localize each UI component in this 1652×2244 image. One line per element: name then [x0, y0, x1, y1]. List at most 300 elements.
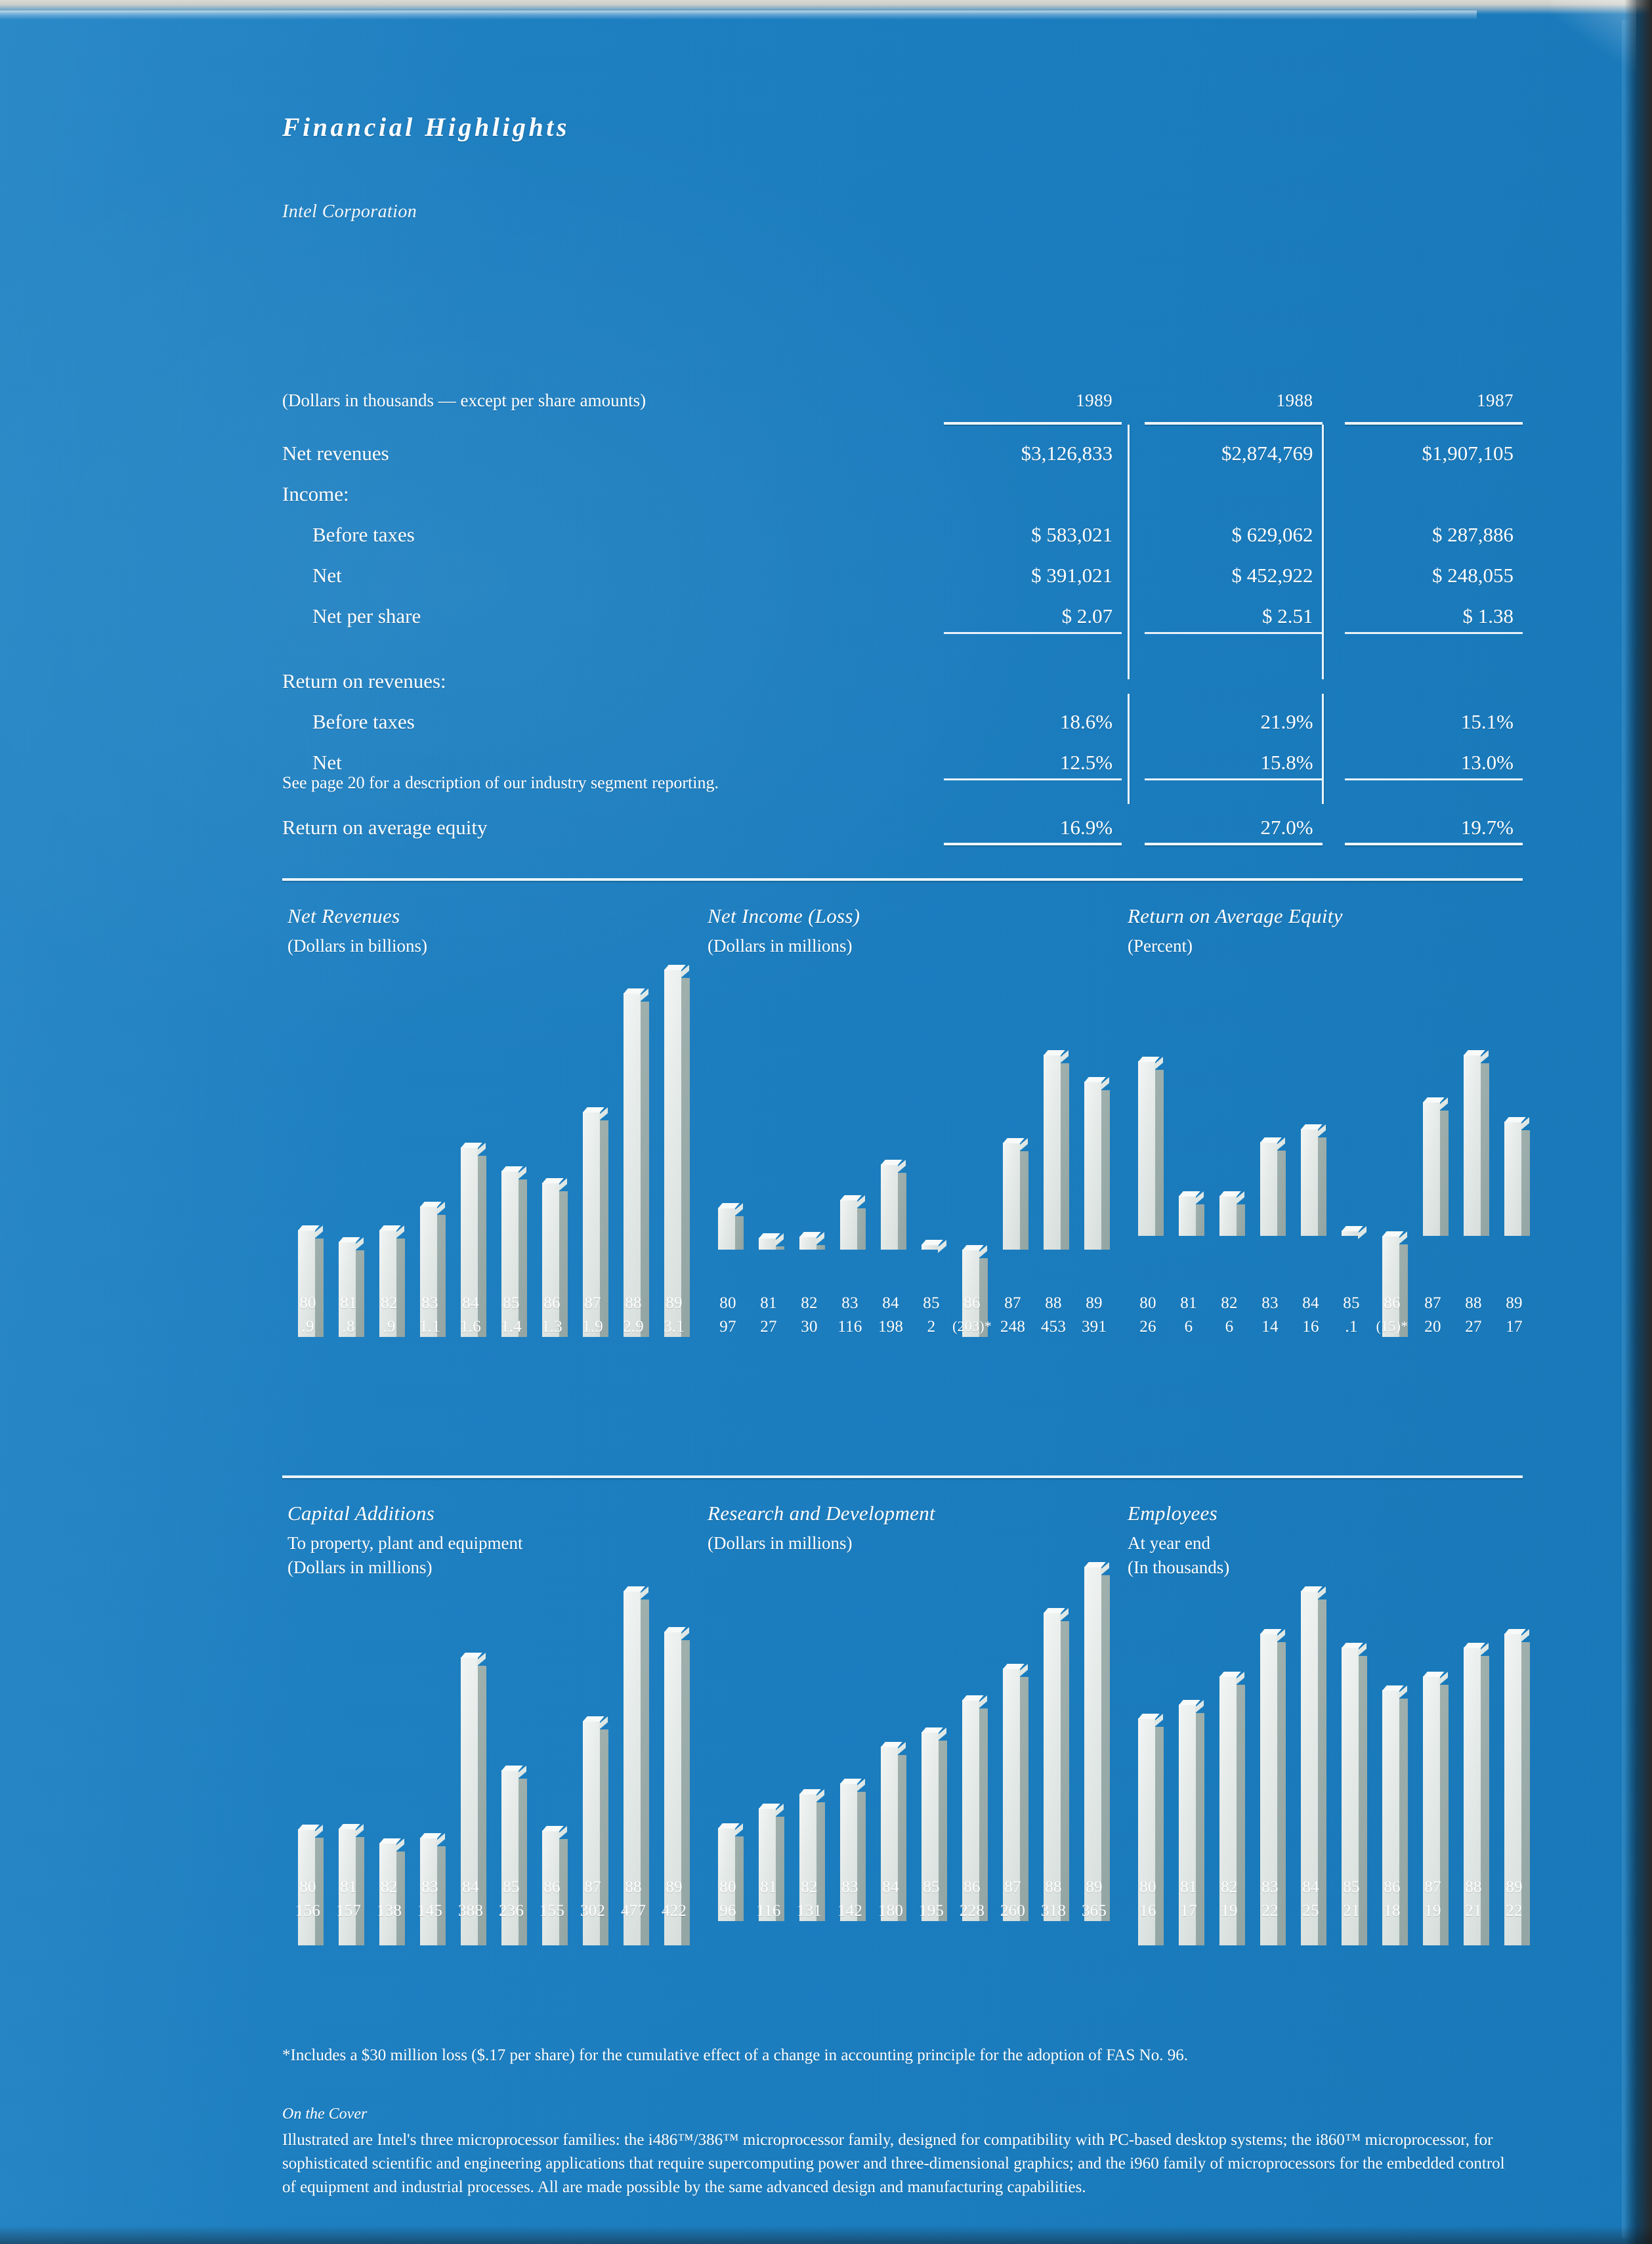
axis-year-label: 87: [584, 1294, 601, 1312]
axis-year-label: 82: [381, 1878, 398, 1896]
bar: [1003, 1143, 1028, 1250]
axis-year-label: 81: [760, 1294, 777, 1312]
segment-reporting-note: See page 20 for a description of our industry segment reporting.: [282, 773, 719, 792]
axis-value-label: 97: [719, 1318, 736, 1336]
cell-1988: 15.8%: [1260, 751, 1313, 774]
bar-front-face: [1464, 1055, 1481, 1236]
bar: [718, 1208, 744, 1250]
axis-year-label: 82: [1221, 1294, 1238, 1312]
cell-1989: 12.5%: [1060, 751, 1113, 774]
bar-front-face: [1342, 1231, 1359, 1236]
bar-front-face: [1464, 1647, 1481, 1945]
footnote-accounting-change: *Includes a $30 million loss ($.17 per share) for the cumulative effect of a change in accounting principle for the adoption of FAS No. 96.: [282, 2046, 1188, 2064]
bar-top-face: [921, 1727, 943, 1733]
plot-area: [708, 956, 1114, 1337]
bar-top-face: [379, 1838, 401, 1844]
bars-container: [708, 1554, 1114, 1921]
axis-year-label: 84: [1302, 1878, 1319, 1896]
table-top-rule: [282, 419, 1523, 425]
axis-year-label: 85: [1343, 1878, 1360, 1896]
axis-value-label: 17: [1506, 1318, 1523, 1336]
axis-value-label: 198: [878, 1318, 904, 1336]
year-header-1987: 1987: [1477, 391, 1514, 410]
bar-front-face: [1219, 1196, 1237, 1236]
axis-year-label: 87: [1424, 1878, 1441, 1896]
axis-value-label: 27: [1465, 1318, 1482, 1336]
axis-year-label: 80: [299, 1294, 316, 1312]
section-divider-bottom: [282, 1475, 1523, 1478]
row-label: Return on average equity: [282, 816, 488, 839]
bar: [840, 1200, 866, 1250]
bar: [1504, 1122, 1530, 1236]
chart-subtitle: At year end: [1128, 1533, 1210, 1553]
axis-year-label: 81: [1180, 1294, 1197, 1312]
bar: [759, 1238, 784, 1250]
axis-value-label: (203)*: [952, 1318, 992, 1334]
cell-1987: $ 1.38: [1462, 604, 1514, 627]
bar-front-face: [1260, 1634, 1277, 1945]
axis-year-label: 87: [584, 1878, 601, 1896]
bar-front-face: [1301, 1129, 1318, 1237]
axis-year-label: 86: [964, 1294, 981, 1312]
bar: [1464, 1647, 1489, 1945]
table-row: [282, 465, 1523, 506]
bar-front-face: [1084, 1082, 1101, 1250]
axis-value-label: 1.6: [460, 1318, 481, 1336]
bar-top-face: [1464, 1050, 1485, 1055]
table-row: [282, 506, 1523, 547]
bar-top-face: [840, 1195, 862, 1200]
cell-1988: $ 2.51: [1262, 604, 1313, 627]
row-label: Net: [312, 751, 342, 774]
axis-value-label: 116: [837, 1318, 862, 1336]
axis-value-label: 116: [756, 1902, 781, 1920]
axis-value-label: 18: [1384, 1902, 1401, 1920]
bar-front-face: [542, 1183, 559, 1337]
bar-front-face: [799, 1237, 816, 1250]
bar-top-face: [624, 1586, 645, 1592]
bar-top-face: [1504, 1629, 1526, 1634]
bar-top-face: [583, 1107, 604, 1112]
bar: [921, 1244, 947, 1250]
axis-year-label: 84: [882, 1878, 899, 1896]
bar-side-face: [1196, 1204, 1204, 1236]
bar-top-face: [921, 1240, 943, 1245]
cell-1987: $ 248,055: [1432, 564, 1514, 587]
bar-side-face: [735, 1216, 744, 1250]
bar: [840, 1783, 866, 1921]
axis-value-label: 26: [1139, 1318, 1156, 1336]
axis-year-label: 85: [923, 1878, 940, 1896]
row-label: Before taxes: [312, 523, 415, 546]
axis-year-label: 87: [1424, 1294, 1441, 1312]
axis-value-label: 155: [539, 1902, 565, 1920]
cell-1987: $ 287,886: [1432, 523, 1514, 546]
axis-value-label: 22: [1506, 1902, 1523, 1920]
axis-year-label: 86: [1384, 1294, 1401, 1312]
axis-value-label: 260: [1000, 1902, 1026, 1920]
cell-1989: [944, 465, 1122, 506]
cell-1987: 13.0%: [1460, 751, 1514, 774]
axis-year-label: 85: [1343, 1294, 1360, 1312]
bar-side-face: [1440, 1111, 1449, 1237]
bar-front-face: [1423, 1102, 1440, 1237]
cell-1989: $ 2.07: [1061, 604, 1113, 627]
axis-value-label: 453: [1040, 1318, 1067, 1336]
cell-1988: [1145, 465, 1323, 506]
bar-top-face: [1084, 1562, 1106, 1567]
axis-year-label: 85: [503, 1294, 520, 1312]
row-label: Return on revenues:: [282, 669, 446, 692]
axis-value-label: 1.1: [419, 1318, 440, 1336]
page-edge-bottom: [0, 2226, 1652, 2244]
bar-side-face: [1521, 1130, 1530, 1236]
cell-1988: $ 452,922: [1231, 564, 1313, 587]
cell-1988: [1145, 652, 1323, 693]
chart-title: Employees: [1128, 1502, 1218, 1525]
axis-year-label: 84: [462, 1294, 479, 1312]
axis-value-label: .9: [383, 1318, 396, 1336]
table-row: [282, 652, 1523, 693]
bar: [542, 1183, 568, 1337]
cell-1988: $ 629,062: [1231, 523, 1313, 546]
chart-net-revenues: [287, 904, 694, 1337]
bar: [1260, 1634, 1286, 1945]
company-name: Intel Corporation: [282, 201, 417, 222]
axis-year-label: 84: [882, 1294, 899, 1312]
bar-side-face: [776, 1246, 784, 1250]
axis-year-label: 83: [841, 1294, 858, 1312]
axis-value-label: 318: [1040, 1902, 1067, 1920]
bar: [1423, 1102, 1449, 1237]
bar-side-face: [857, 1208, 866, 1250]
bar: [799, 1237, 825, 1250]
bar-side-face: [1061, 1063, 1069, 1250]
bar-side-face: [1237, 1204, 1245, 1236]
axis-year-label: 89: [666, 1294, 683, 1312]
bars-container: [287, 956, 694, 1337]
bar-top-face: [1219, 1672, 1241, 1677]
bar-side-face: [1061, 1621, 1069, 1921]
bar-top-face: [1084, 1077, 1106, 1082]
bar-side-face: [519, 1179, 527, 1337]
axis-year-label: 88: [1465, 1294, 1482, 1312]
bar-side-face: [1101, 1090, 1110, 1250]
axis-year-label: 83: [1261, 1294, 1279, 1312]
axis-year-label: 88: [1045, 1878, 1062, 1896]
chart-subtitle-2: (In thousands): [1128, 1557, 1230, 1577]
bar-front-face: [1044, 1055, 1061, 1250]
bar-top-face: [461, 1653, 482, 1658]
axis-year-label: 80: [1139, 1294, 1156, 1312]
bar-side-face: [1318, 1137, 1326, 1237]
bar: [881, 1164, 906, 1250]
plot-area: [1128, 956, 1535, 1337]
bar-side-face: [1277, 1151, 1286, 1236]
bar-side-face: [641, 1002, 649, 1337]
axis-year-label: 89: [1506, 1294, 1523, 1312]
bar: [1260, 1142, 1286, 1236]
axis-value-label: 96: [719, 1902, 736, 1920]
table-bottom-rule: [282, 839, 1523, 845]
table-caption: (Dollars in thousands — except per share amounts): [282, 391, 646, 410]
page-edge-right: [1624, 0, 1652, 2244]
axis-value-label: 22: [1261, 1902, 1279, 1920]
bar: [664, 969, 690, 1337]
axis-value-label: 145: [417, 1902, 443, 1920]
axis-value-label: 30: [801, 1318, 818, 1336]
chart-subtitle: To property, plant and equipment: [287, 1533, 523, 1553]
bar-side-face: [1521, 1642, 1530, 1945]
chart-subtitle: (Dollars in millions): [708, 1533, 853, 1553]
bar: [1179, 1196, 1204, 1236]
axis-value-label: 20: [1424, 1318, 1441, 1336]
axis-year-label: 82: [801, 1294, 818, 1312]
bar-top-face: [962, 1245, 984, 1250]
bar-front-face: [840, 1783, 857, 1921]
bar: [664, 1632, 690, 1945]
axis-year-label: 88: [625, 1878, 642, 1896]
chart-subtitle: (Dollars in billions): [287, 936, 427, 956]
chart-subtitle: (Percent): [1128, 936, 1193, 956]
axis-year-label: 82: [381, 1294, 398, 1312]
cell-1988: 21.9%: [1260, 710, 1313, 733]
axis-value-label: 16: [1139, 1902, 1156, 1920]
bar-front-face: [1260, 1142, 1277, 1236]
bar: [1219, 1196, 1245, 1236]
year-header-1989: 1989: [1076, 391, 1113, 410]
bar-top-face: [962, 1695, 984, 1701]
bar-side-face: [816, 1245, 825, 1250]
axis-value-label: 19: [1221, 1902, 1238, 1920]
bar: [1342, 1647, 1367, 1945]
table-row: [282, 693, 1523, 734]
bar-top-face: [881, 1742, 902, 1747]
bar-front-face: [881, 1164, 898, 1250]
chart-title: Research and Development: [708, 1502, 935, 1525]
axis-year-label: 80: [299, 1878, 316, 1896]
bar-top-face: [718, 1823, 740, 1829]
axis-value-label: 302: [580, 1902, 606, 1920]
axis-year-label: 84: [462, 1878, 479, 1896]
axis-year-label: 82: [801, 1878, 818, 1896]
bar-front-face: [624, 993, 641, 1337]
bar-top-face: [1044, 1050, 1065, 1055]
axis-value-label: 157: [335, 1902, 362, 1920]
axis-value-label: 1.9: [582, 1318, 603, 1336]
axis-year-label: 80: [719, 1878, 736, 1896]
axis-value-label: 21: [1343, 1902, 1360, 1920]
axis-value-label: 16: [1302, 1318, 1319, 1336]
chart-return-on-average-equity: [1128, 904, 1535, 1337]
table-row: [282, 425, 1523, 465]
bars-container: [1128, 956, 1535, 1337]
bar: [1044, 1055, 1069, 1250]
cell-1987: 15.1%: [1460, 710, 1514, 733]
axis-year-label: 82: [1221, 1878, 1238, 1896]
cell-1989: 16.9%: [1060, 816, 1113, 839]
axis-year-label: 88: [625, 1294, 642, 1312]
bar-front-face: [921, 1244, 939, 1250]
axis-year-label: 87: [1004, 1294, 1021, 1312]
bar-top-face: [664, 965, 686, 970]
axis-value-label: 138: [376, 1902, 402, 1920]
axis-year-label: 83: [1261, 1878, 1279, 1896]
bar-top-face: [1179, 1191, 1200, 1196]
chart-title: Net Income (Loss): [708, 904, 860, 927]
chart-title: Net Revenues: [287, 904, 400, 927]
cell-1988: 27.0%: [1260, 816, 1313, 839]
bar: [1044, 1613, 1069, 1921]
chart-title: Return on Average Equity: [1128, 904, 1343, 927]
cell-1989: [944, 652, 1122, 693]
row-label: Income:: [282, 482, 349, 505]
bar-front-face: [1003, 1143, 1020, 1250]
bar: [1464, 1055, 1489, 1236]
plot-area: [287, 956, 694, 1337]
bar-front-face: [718, 1208, 735, 1250]
bar-side-face: [1481, 1063, 1489, 1236]
bar-side-face: [1101, 1575, 1110, 1921]
bar: [1138, 1061, 1164, 1236]
row-label: Net per share: [312, 604, 421, 627]
bar-top-face: [1423, 1097, 1445, 1103]
bar-side-face: [898, 1173, 906, 1250]
axis-value-label: .1: [1345, 1318, 1358, 1336]
axis-value-label: 25: [1302, 1902, 1319, 1920]
cell-1987: [1345, 652, 1523, 693]
table-row: [282, 587, 1523, 628]
bar-side-face: [1155, 1070, 1164, 1236]
cell-1987: [1345, 465, 1523, 506]
bar: [1504, 1634, 1530, 1945]
bar-front-face: [759, 1238, 776, 1250]
bar-front-face: [1084, 1567, 1101, 1921]
axis-year-label: 84: [1302, 1294, 1319, 1312]
axis-year-label: 83: [421, 1878, 438, 1896]
axis-value-label: 3.1: [664, 1318, 685, 1336]
cell-1988: $2,874,769: [1221, 442, 1313, 465]
bar: [1084, 1082, 1110, 1250]
bar-side-face: [559, 1191, 568, 1337]
bar-side-face: [396, 1852, 405, 1945]
bar-top-face: [461, 1143, 482, 1148]
axis-year-label: 83: [421, 1294, 438, 1312]
axis-value-label: 1.3: [541, 1318, 562, 1336]
axis-value-label: 388: [457, 1902, 484, 1920]
on-the-cover-body: Illustrated are Intel's three microprocessor families: the i486™/386™ microprocessor family, designed for compatibility with PC-based desktop systems; the i860™ microprocessor, for sophisticated scientific and engineering applications that require supercomputing power and three-dimensional graphics; and the i960 family of microprocessors for the embedded control of equipment and industrial processes. All are made possible by the same advanced design and manufacturing capabilities.: [282, 2131, 1505, 2196]
bar-top-face: [1179, 1700, 1200, 1705]
axis-value-label: 248: [1000, 1318, 1026, 1336]
bar-top-face: [1301, 1586, 1323, 1592]
bar-top-face: [1423, 1672, 1445, 1677]
axis-year-label: 87: [1004, 1878, 1021, 1896]
axis-value-label: 391: [1081, 1318, 1107, 1336]
row-label: Net revenues: [282, 442, 389, 465]
bar-side-face: [681, 978, 690, 1337]
table-row: [282, 799, 1523, 839]
bar-front-face: [1504, 1122, 1521, 1236]
axis-value-label: 17: [1180, 1902, 1197, 1920]
bar-top-face: [1219, 1191, 1241, 1196]
axis-value-label: 6: [1184, 1318, 1193, 1336]
cell-1987: $1,907,105: [1422, 442, 1514, 465]
axis-value-label: 477: [620, 1902, 646, 1920]
bar-front-face: [664, 969, 681, 1337]
axis-year-label: 80: [1139, 1878, 1156, 1896]
page-edge-top-highlight: [0, 11, 1477, 20]
axis-year-label: 83: [841, 1878, 858, 1896]
axis-year-label: 89: [1086, 1878, 1103, 1896]
bar-top-face: [1301, 1124, 1323, 1130]
bar-top-face: [1260, 1629, 1282, 1634]
axis-year-label: 89: [1506, 1878, 1523, 1896]
chart-subtitle: (Dollars in millions): [708, 936, 853, 956]
cell-1989: $ 583,021: [1031, 523, 1113, 546]
axis-value-label: 156: [295, 1902, 321, 1920]
bar: [624, 993, 649, 1337]
on-the-cover-heading: On the Cover: [282, 2106, 368, 2123]
axis-value-label: (15)*: [1376, 1318, 1408, 1334]
axis-value-label: 2: [927, 1318, 936, 1336]
chart-research-and-development: [708, 1502, 1114, 1921]
bar: [1084, 1567, 1110, 1921]
table-spacer: [282, 634, 1523, 652]
cell-1989: $ 391,021: [1031, 564, 1113, 587]
page-title: Financial Highlights: [282, 112, 570, 142]
chart-net-income: [708, 904, 1114, 1337]
axis-year-label: 85: [503, 1878, 520, 1896]
axis-value-label: 1.4: [501, 1318, 522, 1336]
axis-year-label: 89: [666, 1878, 683, 1896]
axis-year-label: 86: [543, 1294, 561, 1312]
plot-area: [708, 1554, 1114, 1921]
axis-year-label: 88: [1045, 1294, 1062, 1312]
axis-year-label: 85: [923, 1294, 940, 1312]
bar-top-face: [542, 1826, 564, 1831]
bar-front-face: [1179, 1196, 1196, 1236]
chart-title: Capital Additions: [287, 1502, 435, 1525]
axis-value-label: 6: [1225, 1318, 1234, 1336]
bar-side-face: [1020, 1151, 1028, 1250]
axis-year-label: 80: [719, 1294, 736, 1312]
table-header-row: [282, 391, 1523, 419]
chart-subtitle-2: (Dollars in millions): [287, 1557, 433, 1577]
bar-top-face: [840, 1779, 862, 1784]
cell-1987: 19.7%: [1460, 816, 1514, 839]
bar-front-face: [1342, 1647, 1359, 1945]
axis-year-label: 86: [964, 1878, 981, 1896]
bar: [1301, 1129, 1326, 1237]
axis-year-label: 88: [1465, 1878, 1482, 1896]
axis-year-label: 81: [340, 1294, 357, 1312]
bar-side-face: [1277, 1642, 1286, 1945]
bar-top-face: [1044, 1608, 1065, 1613]
axis-value-label: 228: [959, 1902, 985, 1920]
axis-year-label: 81: [760, 1878, 777, 1896]
axis-year-label: 81: [1180, 1878, 1197, 1896]
axis-value-label: 236: [498, 1902, 524, 1920]
table-row: [282, 734, 1523, 774]
bars-container: [708, 956, 1114, 1337]
bar-front-face: [1138, 1061, 1155, 1236]
bar-front-face: [1504, 1634, 1521, 1945]
bar-front-face: [840, 1200, 857, 1250]
axis-value-label: 21: [1465, 1902, 1482, 1920]
bar-side-face: [681, 1640, 690, 1945]
year-header-1988: 1988: [1276, 391, 1313, 410]
row-label: Before taxes: [312, 710, 415, 733]
